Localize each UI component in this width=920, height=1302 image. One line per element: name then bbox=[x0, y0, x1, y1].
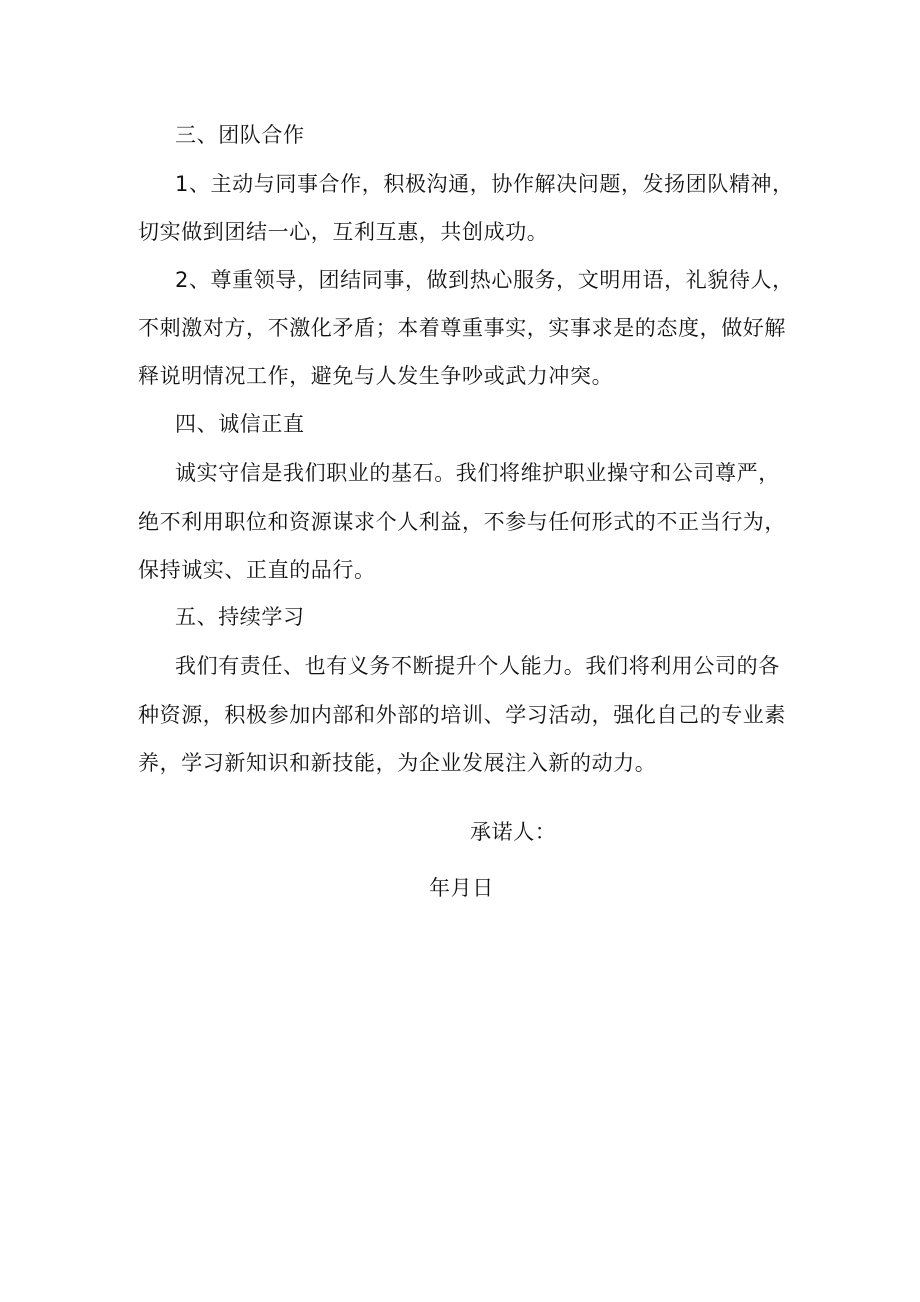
paragraph-line: 我们有责任、也有义务不断提升个人能力。我们将利用公司的各 bbox=[175, 654, 780, 678]
paragraph-line: 不刺激对方，不激化矛盾；本着尊重事实，实事求是的态度，做好解 bbox=[138, 316, 786, 340]
paragraph-line: 养，学习新知识和新技能，为企业发展注入新的动力。 bbox=[138, 751, 657, 775]
paragraph-line: 切实做到团结一心，互利互惠，共创成功。 bbox=[138, 220, 549, 244]
paragraph-line: 绝不利用职位和资源谋求个人利益，不参与任何形式的不正当行为， bbox=[138, 510, 786, 534]
paragraph-line: 释说明情况工作，避免与人发生争吵或武力冲突。 bbox=[138, 364, 614, 388]
signature-label: 承诺人： bbox=[470, 820, 557, 844]
section-heading-team-cooperation: 三、团队合作 bbox=[175, 123, 305, 147]
section-heading-continuous-learning: 五、持续学习 bbox=[175, 605, 305, 629]
paragraph-line: 保持诚实、正直的品行。 bbox=[138, 558, 376, 582]
paragraph-line: 种资源，积极参加内部和外部的培训、学习活动，强化自己的专业素 bbox=[138, 703, 786, 727]
paragraph-line: 1、主动与同事合作，积极沟通，协作解决问题，发扬团队精神， bbox=[175, 172, 794, 196]
date-label: 年月日 bbox=[429, 876, 494, 900]
paragraph-line: 诚实守信是我们职业的基石。我们将维护职业操守和公司尊严， bbox=[175, 461, 780, 485]
section-heading-integrity: 四、诚信正直 bbox=[175, 412, 305, 436]
paragraph-line: 2、尊重领导，团结同事，做到热心服务，文明用语，礼貌待人， bbox=[175, 268, 794, 292]
